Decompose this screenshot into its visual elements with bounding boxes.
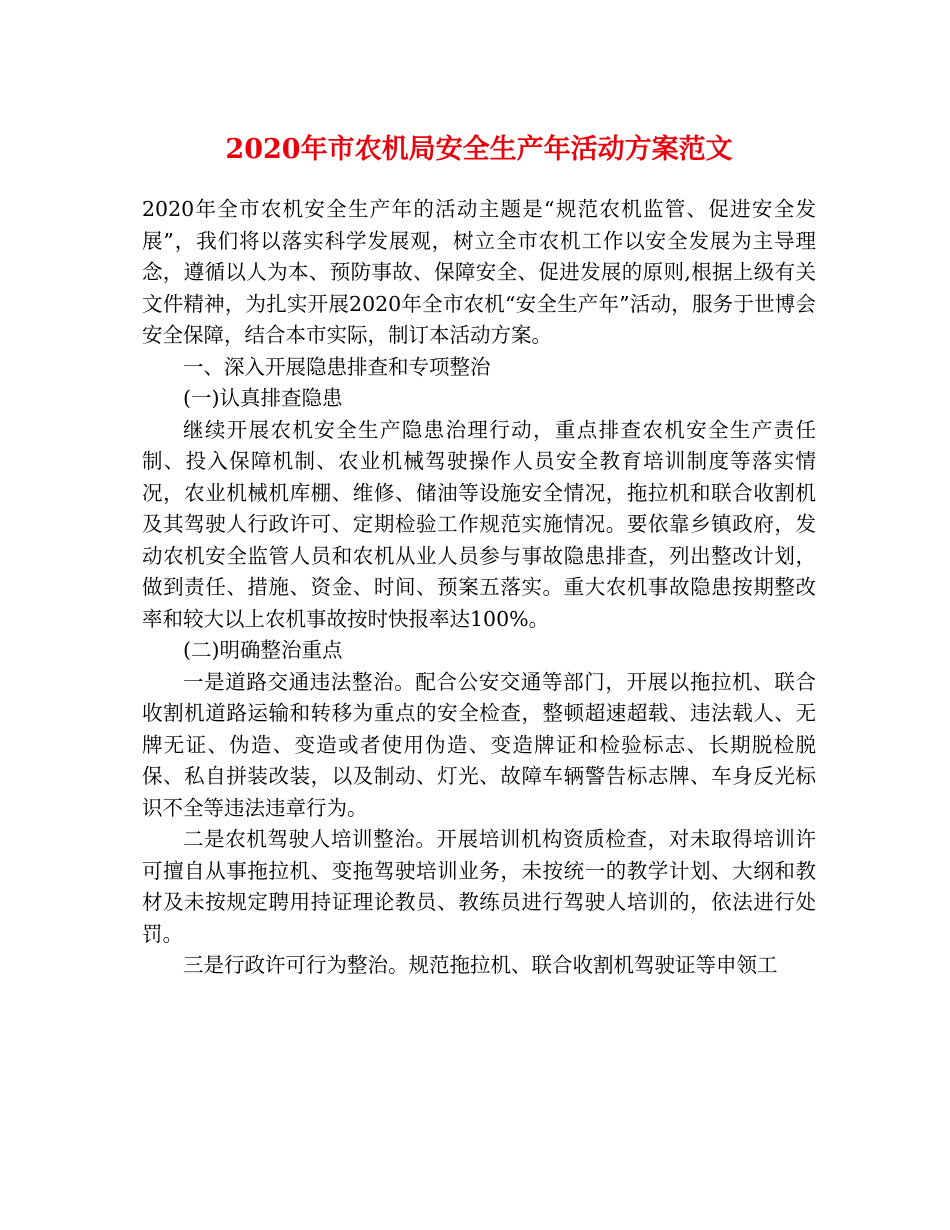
subsection-heading: (二)明确整治重点	[183, 638, 343, 662]
body-paragraph: 二是农机驾驶人培训整治。开展培训机构资质检查，对未取得培训许可擅自从事拖拉机、变拖驾驶培训业务，未按统一的教学计划、大纲和教材及未按规定聘用持证理论教员、教练员进行驾驶人培训的，依法进行处罚。	[142, 827, 816, 946]
body-paragraph: 一是道路交通违法整治。配合公安交通等部门，开展以拖拉机、联合收割机道路运输和转移为重点的安全检查，整顿超速超载、违法载人、无牌无证、伪造、变造或者使用伪造、变造牌证和检验标志、长期脱检脱保、私自拼装改装，以及制动、灯光、故障车辆警告标志牌、车身反光标识不全等违法违章行为。	[142, 669, 816, 820]
document-title: 2020年市农机局安全生产年活动方案范文	[225, 134, 733, 165]
body-paragraph: 继续开展农机安全生产隐患治理行动，重点排查农机安全生产责任制、投入保障机制、农业机械驾驶操作人员安全教育培训制度等落实情况，农业机械机库棚、维修、储油等设施安全情况，拖拉机和联合收割机及其驾驶人行政许可、定期检验工作规范实施情况。要依靠乡镇政府，发动农机安全监管人员和农机从业人员参与事故隐患排查，列出整改计划，做到责任、措施、资金、时间、预案五落实。重大农机事故隐患按期整改率和较大以上农机事故按时快报率达100%。	[142, 417, 816, 631]
body-paragraph: 三是行政许可行为整治。规范拖拉机、联合收割机驾驶证等申领工	[183, 953, 778, 977]
subsection-heading: (一)认真排查隐患	[183, 386, 343, 410]
section-heading: 一、深入开展隐患排查和专项整治	[183, 354, 491, 379]
document-body	[142, 194, 816, 982]
intro-paragraph: 2020年全市农机安全生产年的活动主题是“规范农机监管、促进安全发展”，我们将以落实科学发展观，树立全市农机工作以安全发展为主导理念，遵循以人为本、预防事故、保障安全、促进发展的原则,根据上级有关文件精神，为扎实开展2020年全市农机“安全生产年”活动，服务于世博会安全保障，结合本市实际，制订本活动方案。	[142, 197, 816, 347]
